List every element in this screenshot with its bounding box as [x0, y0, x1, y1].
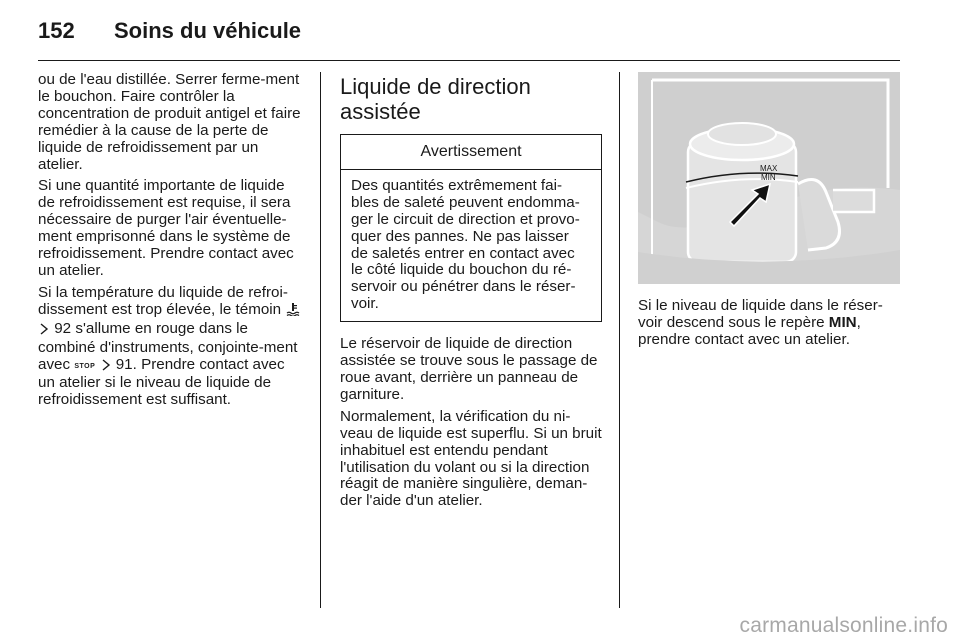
- coolant-temperature-icon: [286, 302, 300, 321]
- warning-box: [340, 134, 602, 322]
- min-mark: MIN: [761, 173, 776, 182]
- column-divider-2: [619, 72, 620, 608]
- paragraph: [638, 298, 900, 349]
- header-rule: [38, 60, 900, 61]
- paragraph-text: Si la température du liquide de refroi-dissement est trop élevée, le témoin: [38, 283, 288, 318]
- min-mark-label: MIN: [828, 313, 857, 331]
- paragraph-text: prendre contact avec un atelier.: [638, 330, 850, 348]
- paragraph: Si une quantité importante de liquide de refroidissement est requise, il sera nécessaire de purger l'air éventuelle-ment emprisonné dans le système de refroidissement. Prendre contact avec un atelier.: [38, 177, 294, 279]
- paragraph: ou de l'eau distillée. Serrer ferme-ment le bouchon. Faire contrôler la concentration de produit antigel et faire remédier à la cause de la perte de liquide de refroidissement par un atelier.: [38, 71, 301, 173]
- reservoir-illustration: [638, 72, 900, 284]
- page-header: [38, 18, 301, 48]
- page-reference-arrow-icon: [101, 359, 111, 376]
- section-title: Soins du véhicule: [114, 18, 302, 43]
- column-3: [638, 72, 900, 354]
- page-number: 152: [38, 18, 75, 43]
- warning-text: Des quantités extrêmement fai-bles de saleté peuvent endomma-ger le circuit de direction et provo-quer des pannes. Ne pas laisser de saletés entrer en contact avec le côté liquide du bouchon du ré-servoir ou pénétrer dans le réser-voir.: [351, 176, 580, 313]
- page-reference[interactable]: 92: [54, 319, 72, 337]
- stop-icon: STOP: [74, 362, 96, 370]
- paragraph-text: s'allume en rouge dans le combiné d'instruments, conjointe-ment avec: [38, 319, 298, 373]
- warning-title: Avertissement: [341, 135, 601, 170]
- column-divider-1: [320, 72, 321, 608]
- max-mark: MAX: [760, 164, 778, 173]
- paragraph: Le réservoir de liquide de direction assistée se trouve sous le passage de roue avant, derrière un panneau de garniture.: [340, 335, 598, 403]
- column-1: [38, 72, 304, 414]
- paragraph-text: Si le niveau de liquide dans le réser-voir descend sous le repère: [638, 297, 883, 331]
- section-heading: Liquide de direction assistée: [340, 74, 531, 124]
- paragraph: Normalement, la vérification du ni-veau de liquide est superflu. Si un bruit inhabituel est entendu pendant l'utilisation du volant ou si la direction réagit de manière singulière, deman-der l'aide d'un atelier.: [340, 407, 602, 510]
- page-reference-arrow-icon: [39, 323, 49, 340]
- paragraph-text: ,: [856, 313, 861, 331]
- paragraph-text: . Prendre contact avec un atelier si le niveau de liquide de refroidissement est suffisant.: [38, 355, 285, 409]
- column-2: [340, 72, 602, 515]
- watermark: carmanualsonline.info: [739, 614, 948, 637]
- page-reference[interactable]: 91: [115, 355, 133, 373]
- paragraph: [38, 285, 304, 409]
